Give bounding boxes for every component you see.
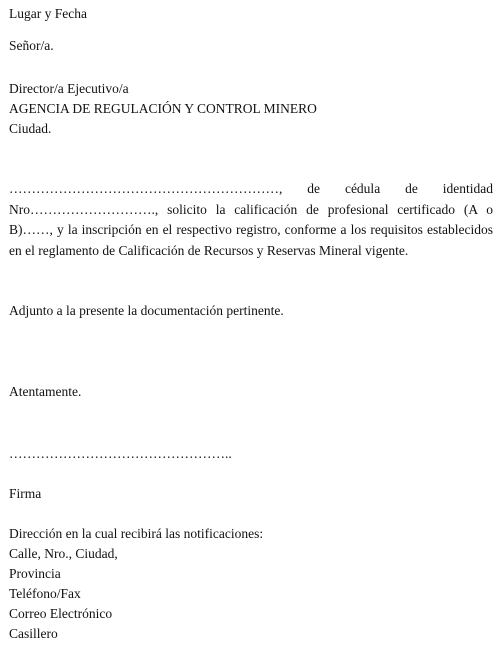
attachment-sentence: Adjunto a la presente la documentación pertinente. — [9, 303, 284, 318]
signature-label: Firma — [9, 486, 42, 501]
notifications-heading: Dirección en la cual recibirá las notificaciones: — [9, 526, 264, 541]
notification-line-address: Calle, Nro., Ciudad, — [9, 546, 118, 561]
notification-line-email: Correo Electrónico — [9, 606, 113, 621]
recipient-block — [9, 79, 493, 139]
recipient-agency: AGENCIA DE REGULACIÓN Y CONTROL MINERO — [9, 101, 317, 116]
recipient-title: Director/a Ejecutivo/a — [9, 81, 129, 96]
place-date: Lugar y Fecha — [9, 6, 87, 21]
recipient-city: Ciudad. — [9, 121, 52, 136]
salutation: Señor/a. — [9, 38, 54, 53]
notification-line-mailbox: Casillero — [9, 626, 58, 641]
signature-line: ………………………………………….. — [9, 446, 232, 461]
notification-line-province: Provincia — [9, 566, 61, 581]
request-paragraph: ……………………………………………………, de cédula de identidad Nro………………………., solicito la calificación de profesional certificado (A o B)……, y la inscripción en el respectivo registro, conforme a los requisitos establecidos en el reglamento de Calificación de Recursos y Reservas Mineral vigente. — [9, 181, 493, 258]
closing-regards: Atentamente. — [9, 384, 82, 399]
notifications-block — [9, 524, 493, 644]
notification-line-phone: Teléfono/Fax — [9, 586, 81, 601]
